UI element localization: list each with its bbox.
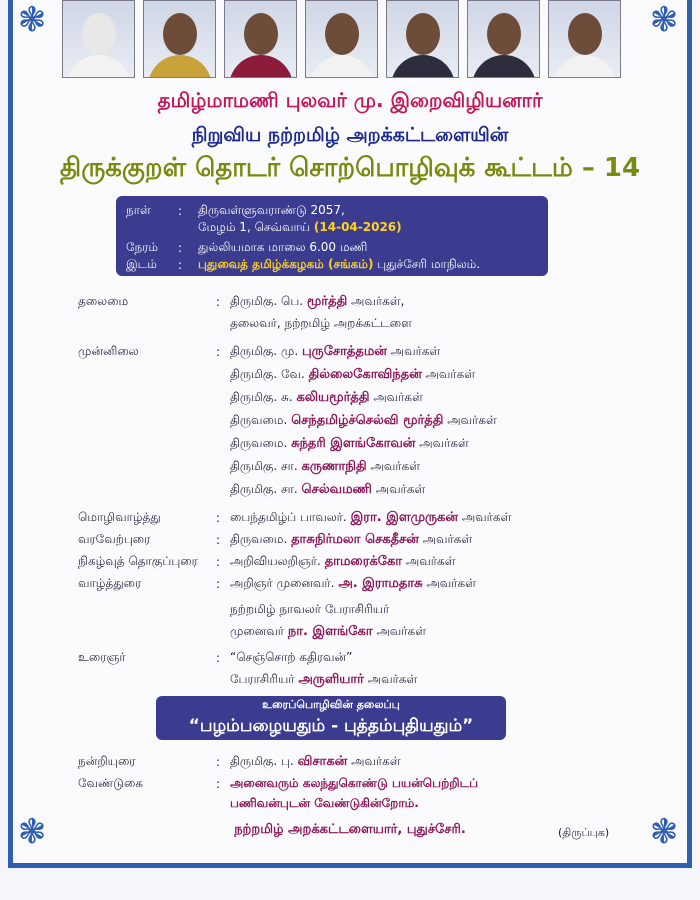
event-info-box [116, 196, 548, 276]
date-highlight: (14-04-2026) [313, 219, 402, 234]
corner-ornament-icon: ❃ [17, 812, 47, 852]
speaker-row-2: பேராசிரியர் அருளியார் அவர்கள் [230, 672, 418, 687]
request-line1: அனைவரும் கலந்துகொண்டு பயன்பெற்றிடப் [230, 776, 479, 790]
thanks-name: விசாகன் [297, 754, 348, 769]
presence-row: திருவமை. செந்தமிழ்ச்செல்வி மூர்த்தி அவர்கள் [230, 413, 497, 428]
invocation-name: இரா. இளமுருகன் [350, 510, 458, 525]
presence-row: திருமிகு. சு. கலியமூர்த்தி அவர்கள் [230, 390, 423, 405]
venue-suffix: புதுச்சேரி மாநிலம். [377, 256, 481, 271]
presence-name: தில்லைகோவிந்தன் [308, 367, 422, 382]
presence-row: முன்னிலை : திருமிகு. மு. புருசோத்தமன் அவர்கள் [78, 344, 441, 359]
corner-ornament-icon: ❃ [649, 812, 679, 852]
time-label: நேரம் [126, 239, 159, 254]
date-line2: மேழம் 1, செவ்வாய் [198, 219, 311, 234]
compere-row: நிகழ்வுத் தொகுப்புரை : அறிவியலறிஞர். தாமரைக்கோ அவர்கள் [78, 554, 456, 569]
corner-ornament-icon: ❃ [17, 0, 47, 40]
founder-title: தமிழ்மாமணி புலவர் மு. இறைவிழியனார் [157, 88, 543, 112]
greeting-row: வாழ்த்துரை : அறிஞர் முனைவர். அ. இராமதாசு அவர்கள் [78, 576, 477, 591]
welcome-name: தாசுநிர்மலா செகதீசன் [291, 532, 419, 547]
chair-role: தலைவர், நற்றமிழ் அறக்கட்டளை [230, 316, 412, 330]
topic-box [156, 696, 506, 740]
request-line2: பணிவன்புடன் வேண்டுகின்றோம். [230, 796, 419, 810]
request-row: வேண்டுகை : அனைவரும் கலந்துகொண்டு பயன்பெற்றிடப் [78, 774, 668, 794]
speaker-row: உரைஞர் : “செஞ்சொற் கதிரவன்” [78, 648, 668, 668]
thanks-label: நன்றியுரை [78, 754, 136, 768]
speaker-title: “செஞ்சொற் கதிரவன்” [230, 650, 353, 664]
corner-ornament-icon: ❃ [649, 0, 679, 40]
invocation-row: மொழிவாழ்த்து : பைந்தமிழ்ப் பாவலர். இரா. இளமுருகன் அவர்கள் [78, 510, 512, 525]
portrait-photo [224, 0, 297, 78]
venue-label: இடம் [126, 256, 157, 271]
chair-row: தலைமை : திருமிகு. பெ. மூர்த்தி அவர்கள், [78, 294, 405, 309]
speaker-name: அருளியார் [298, 672, 364, 687]
welcome-label: வரவேற்புரை [78, 532, 151, 546]
event-title: திருக்குறள் தொடர் சொற்பொழிவுக் கூட்டம் – 14 [59, 153, 641, 183]
presence-name: செல்வமணி [301, 482, 372, 497]
venue-highlight: புதுவைத் தமிழ்க்கழகம் (சங்கம்) [198, 256, 374, 271]
presence-row: திருமிகு. வே. தில்லைகோவிந்தன் அவர்கள் [230, 367, 476, 382]
time-value: துல்லியமாக மாலை 6.00 மணி [198, 239, 368, 254]
portrait-photo [386, 0, 459, 78]
greeting-row-2 [78, 600, 668, 620]
chair-name: மூர்த்தி [306, 294, 348, 309]
portrait-photo [305, 0, 378, 78]
request-row-2 [78, 794, 668, 814]
venue-row: இடம் : புதுவைத் தமிழ்க்கழகம் (சங்கம்) புதுச்சேரி மாநிலம். [126, 256, 481, 272]
presence-name: புருசோத்தமன் [301, 344, 387, 359]
greeting-name: அ. இராமதாசு [338, 576, 423, 591]
presence-label: முன்னிலை [78, 344, 139, 358]
greeting2-title: நற்றமிழ் நாவலர் பேராசிரியர் [230, 602, 390, 616]
footer-org: நற்றமிழ் அறக்கட்டளையார், புதுச்சேரி. [234, 822, 466, 837]
topic-title: “பழம்பழையதும் - புத்தம்புதியதும்” [188, 716, 474, 736]
presence-row: திருமிகு. சா. செல்வமணி அவர்கள் [230, 482, 426, 497]
presence-name: செந்தமிழ்ச்செல்வி மூர்த்தி [291, 413, 444, 428]
chair-label: தலைமை [78, 294, 129, 308]
trust-subtitle: நிறுவிய நற்றமிழ் அறக்கட்டளையின் [191, 124, 509, 146]
thanks-row: நன்றியுரை : திருமிகு. பு. விசாகன் அவர்கள் [78, 754, 401, 769]
date-row: நாள் : திருவள்ளுவராண்டு 2057, [126, 202, 538, 219]
presence-row: திருமிகு. சா. கருணாநிதி அவர்கள் [230, 459, 421, 474]
greeting-row-3: முனைவர் நா. இளங்கோ அவர்கள் [230, 624, 427, 639]
request-label: வேண்டுகை [78, 776, 144, 790]
time-row: நேரம் : துல்லியமாக மாலை 6.00 மணி [126, 239, 538, 256]
portrait-photo [467, 0, 540, 78]
presence-name: கருணாநிதி [301, 459, 367, 474]
chair-role-row [78, 314, 668, 334]
please-turn-over: (திருப்புக) [558, 826, 610, 839]
topic-label: உரைப்பொழிவின் தலைப்பு [262, 698, 400, 711]
date-line1: திருவள்ளுவராண்டு 2057, [198, 202, 345, 217]
greeting2-name: நா. இளங்கோ [287, 624, 373, 639]
presence-name: சுந்தரி இளங்கோவன் [291, 436, 416, 451]
date-label: நாள் [126, 202, 151, 217]
compere-label: நிகழ்வுத் தொகுப்புரை [78, 554, 198, 568]
portrait-row [62, 0, 642, 80]
greeting-label: வாழ்த்துரை [78, 576, 142, 590]
welcome-row: வரவேற்புரை : திருவமை. தாசுநிர்மலா செகதீசன் அவர்கள் [78, 532, 473, 547]
portrait-photo [143, 0, 216, 78]
date-row-2 [126, 219, 538, 236]
presence-row: திருவமை. சுந்தரி இளங்கோவன் அவர்கள் [230, 436, 469, 451]
invocation-label: மொழிவாழ்த்து [78, 510, 161, 524]
compere-name: தாமரைக்கோ [324, 554, 403, 569]
portrait-photo [62, 0, 135, 78]
speaker-label: உரைஞர் [78, 650, 126, 664]
portrait-photo [548, 0, 621, 78]
presence-name: கலியமூர்த்தி [296, 390, 370, 405]
